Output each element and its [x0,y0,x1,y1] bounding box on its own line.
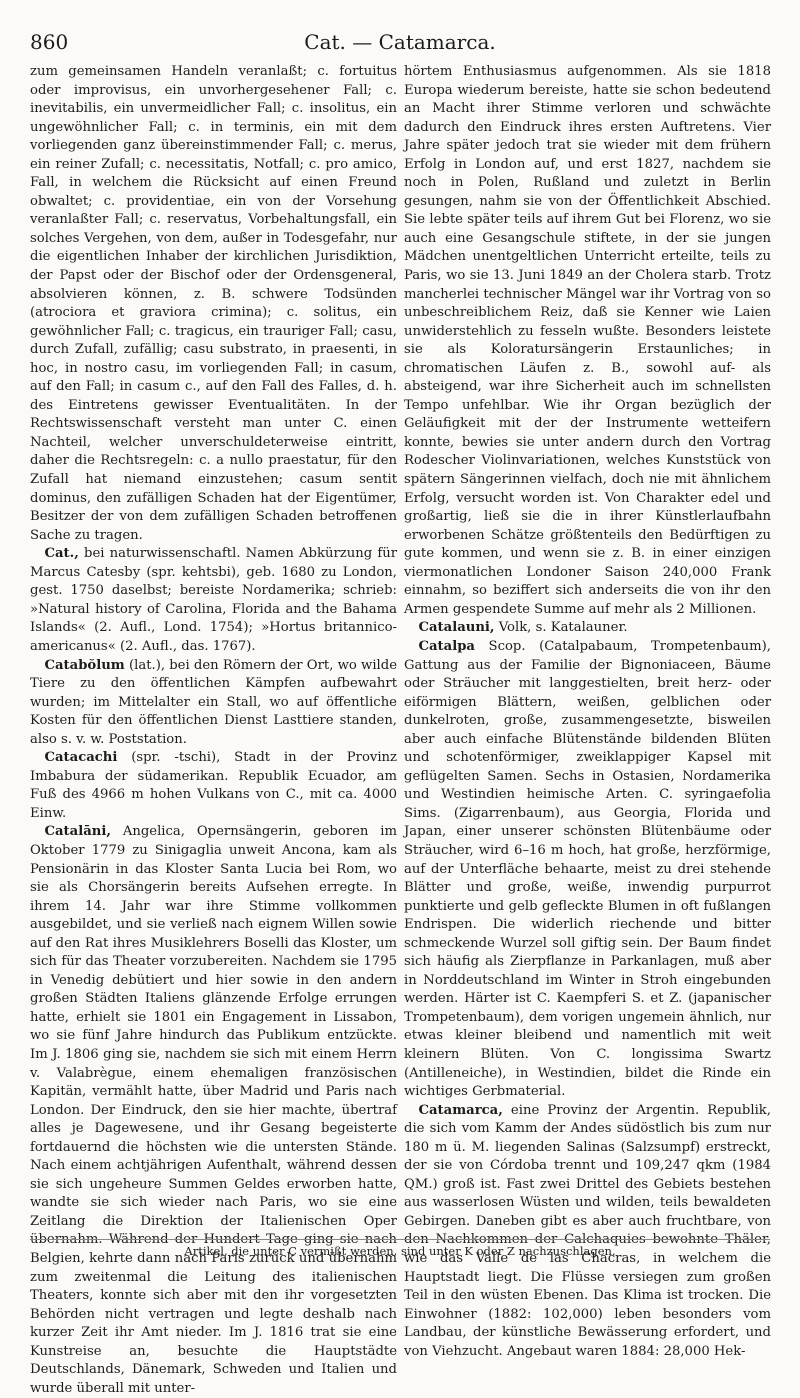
entry-text: Volk, s. Katalauner. [494,620,628,636]
entry-headword: Cat., [44,546,79,562]
entry-headword: Catalāni, [44,824,111,840]
entry-text: Angelica, Opernsängerin, geboren im Oktober 1779 zu Sinigaglia unweit Ancona, kam als Pensionärin in das Kloster Santa Lucia bei Rom, wo sie als Chorsängerin bereits Aufsehen erregte. In ihrem 14. Jahr war ihre Stimme vollkommen ausgebildet, und sie verließ nach eignem Willen sowie auf den Rat ihres Musiklehrers Boselli das Kloster, um sich für das Theater vorzubereiten. Nachdem sie 1795 in Venedig debütiert und hier sowie in den andern großen Städten Italiens glänzende Erfolge errungen hatte, erhielt sie 1801 ein Engagement in Lissabon, wo sie fünf Jahre hindurch das Publikum entzückte. Im J. 1806 ging sie, nachdem sie sich mit einem Herrn v. Valabrègue, einem ehemaligen französischen Kapitän, vermählt hatte, über Madrid und Paris nach London. Der Eindruck, den sie hier machte, übertraf alles je Dagewesene, und ihr Gesang begeisterte fortdauernd die höchsten wie die untersten Stände. Nach einem achtjährigen Aufenthalt, während dessen sie sich ungeheure Summen Geldes erworben hatte, wandte sie sich wieder nach Paris, wo sie eine Zeitlang die Direktion der Italienischen Oper übernahm. Während der Hundert Tage ging sie nach Belgien, kehrte dann nach Paris zurück und übernahm zum zweitenmal die Leitung des italienischen Theaters, konnte sich aber mit den ihr vorgesetzten Behörden nicht vertragen und legte deshalb nach kurzer Zeit ihr Amt nieder. Im J. 1816 trat sie eine Kunstreise an, besuchte die Hauptstädte Deutschlands, Dänemark, Schweden und Italien und wurde überall mit unter- [30,824,397,1396]
entry-headword: Catacachi [44,750,118,766]
entry-text: eine Provinz der Argentin. Republik, die sich vom Kamm der Andes südöstlich bis zum nur 180 m ü. M. liegenden Salinas (Salzsumpf) erstreckt, der sie von Córdoba trennt und 109,247 qkm (1984 QM.) groß ist. Fast zwei Drittel des Gebiets bestehen aus wasserlosen Wüsten und wilden, teils bewaldeten Gebirgen. Daneben gibt es aber auch fruchtbare, von den Nachkommen der Calchaquies bewohnte Thäler, wie das Valle de las Chacras, in welchem die Hauptstadt liegt. Die Flüsse versiegen zum großen Teil in den wüsten Ebenen. Das Klima ist trocken. Die Einwohner (1882: 102,000) leben besonders vom Landbau, der künstliche Bewässerung erfordert, und von Viehzucht. Angebaut waren 1884: 28,000 Hek- [404,1102,771,1359]
left-column [30,63,397,1396]
entry-text: bei naturwissenschaftl. Namen Abkürzung für Marcus Catesby (spr. kehtsbi), geb. 1680 zu London, gest. 1750 daselbst; bereiste Nordamerika; schrieb: »Natural history of Carolina, Florida and the Bahama Islands« (2. Aufl., Lond. 1754); »Hortus britannico-americanus« (2. Aufl., das. 1767). [30,546,397,654]
page-number: 860 [30,30,69,54]
entry-catamarca [404,1102,771,1362]
entry-headword: Catabŏlum [44,657,125,673]
entry-catacachi [30,749,397,823]
entry-headword: Catamarca, [418,1102,503,1118]
entry-catalani-continued [404,63,771,619]
page-footer: Artikel, die unter C vermißt werden, sind unter K oder Z nachzuschlagen. [184,1244,616,1258]
page-header [30,30,770,56]
page-title: Cat. — Catamarca. [304,30,496,54]
footer-divider [30,1239,770,1240]
entry-headword: Catalpa [418,638,475,654]
entry-catalani [30,823,397,1398]
right-column [404,63,771,1359]
entry-cat [30,545,397,656]
entry-text: hörtem Enthusiasmus aufgenommen. Als sie 1818 Europa wiederum bereiste, hatte sie schon bedeutend an Macht ihrer Stimme verloren und schwächte dadurch den Eindruck ihres ersten Auftretens. Vier Jahre später jedoch trat sie wieder mit dem frühern Erfolg in London auf, und erst 1827, nachdem sie noch in Polen, Rußland und zuletzt in Berlin gesungen, nahm sie von der Öffentlichkeit Abschied. Sie lebte später teils auf ihrem Gut bei Florenz, wo sie auch eine Gesangschule stiftete, in der sie jungen Mädchen unentgeltlichen Unterricht erteilte, teils zu Paris, wo sie 13. Juni 1849 an der Cholera starb. Trotz mancherlei technischer Mängel war ihr Vortrag von so unbeschreiblichem Reiz, daß sie Kenner wie Laien unwiderstehlich zu fesseln wußte. Besonders leistete sie als Koloratursängerin Erstaunliches; in chromatischen Läufen z. B., sowohl auf- als absteigend, war ihre Sicherheit auch im schnellsten Tempo unfehlbar. Wie ihr Organ bezüglich der Geläufigkeit mit der der Instrumente wetteifern konnte, bewies sie unter andern durch den Vortrag Rodescher Violinvariationen, welches Kunststück von spätern Sängerinnen vielfach, doch nie mit ähnlichem Erfolg, versucht worden ist. Von Charakter edel und großartig, ließ sie die in ihrer Künstlerlaufbahn erworbenen Schätze größtenteils den Bedürftigen zu gute kommen, und wenn sie z. B. in einer einzigen viermonatlichen Londoner Saison 240,000 Frank einnahm, so beziffert sich anderseits die von ihr den Armen gespendete Summe auf mehr als 2 Millionen. [404,64,771,617]
entry-casus-continued [30,63,397,545]
entry-catabolum [30,657,397,750]
entry-headword: Catalauni, [418,620,495,636]
entry-catalpa [404,638,771,1102]
entry-text: zum gemeinsamen Handeln veranlaßt; c. fortuitus oder improvisus, ein unvorhergesehener Fall; c. inevitabilis, ein unvermeidlicher Fall; c. insolitus, ein ungewöhnlicher Fall; c. in terminis, ein mit dem vorliegenden ganz übereinstimmender Fall; c. merus, ein reiner Zufall; c. necessitatis, Notfall; c. pro amico, Fall, in welchem die Rücksicht auf einen Freund obwaltet; c. providentiae, ein von der Vorsehung veranlaßter Fall; c. reservatus, Vorbehaltungsfall, ein solches Vergehen, von dem, außer in Todesgefahr, nur die eigentlichen Inhaber der kirchlichen Jurisdiktion, der Papst oder der Bischof oder der Ordensgeneral, absolvieren können, z. B. schwere Todsünden (atrociora et graviora crimina); c. solitus, ein gewöhnlicher Fall; c. tragicus, ein trauriger Fall; casu, durch Zufall, zufällig; casu substrato, in praesenti, in hoc, in nostro casu, im vorliegenden Fall; in casum, auf den Fall; in casum c., auf den Fall des Falles, d. h. des Eintretens gewisser Eventualitäten. In der Rechtswissenschaft versteht man unter C. einen Nachteil, welcher unverschuldeterweise eintritt, daher die Rechtsregeln: c. a nullo praestatur, für den Zufall hat niemand einzustehen; casum sentit dominus, den zufälligen Schaden hat der Eigentümer, Besitzer der von dem zufälligen Schaden betroffenen Sache zu tragen. [30,64,397,543]
entry-text: Scop. (Catalpabaum, Trompetenbaum), Gattung aus der Familie der Bignoniaceen, Bäume oder Sträucher mit langgestielten, breit herz- oder eiförmigen Blättern, weißen, gelblichen oder dunkelroten, große, zusammengesetzte, bisweilen aber auch einfache Blütenstände bildenden Blüten und schotenförmiger, zweiklappiger Kapsel mit geflügelten Samen. Sechs in Ostasien, Nordamerika und Westindien heimische Arten. C. syringaefolia Sims. (Zigarrenbaum), aus Georgia, Florida und Japan, einer unserer schönsten Blütenbäume oder Sträucher, wird 6–16 m hoch, hat große, herzförmige, auf der Unterfläche behaarte, meist zu drei stehende Blätter und große, weiße, inwendig purpurrot punktierte und gelb gefleckte Blumen in oft fußlangen Endrispen. Die widerlich riechende und bitter schmeckende Wurzel soll giftig sein. Der Baum findet sich häufig als Zierpflanze in Parkanlagen, muß aber in Norddeutschland im Winter in Stroh eingebunden werden. Härter ist C. Kaempferi S. et Z. (japanischer Trompetenbaum), dem vorigen ungemein ähnlich, nur etwas kleiner bleibend und namentlich mit weit kleinern Blüten. Von C. longissima Swartz (Antilleneiche), in Westindien, bildet die Rinde ein wichtiges Gerbmaterial. [404,638,771,1100]
entry-text: (lat.), bei den Römern der Ort, wo wilde Tiere zu den öffentlichen Kämpfen aufbewahrt wurden; im Mittelalter ein Stall, wo auf öffentliche Kosten für den öffentlichen Dienst Lasttiere standen, also s. v. w. Poststation. [30,657,397,747]
entry-text: (spr. -tschi), Stadt in der Provinz Imbabura der südamerikan. Republik Ecuador, am Fuß des 4966 m hohen Vulkans von C., mit ca. 4000 Einw. [30,750,397,821]
entry-catalauni [404,619,771,638]
